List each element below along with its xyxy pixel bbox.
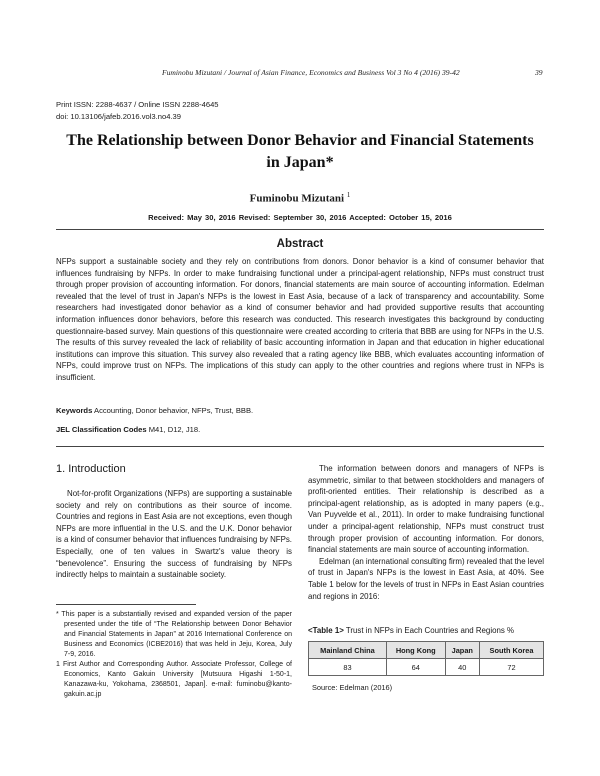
table-cell: 83 [309, 659, 387, 676]
keywords-label: Keywords [56, 406, 93, 415]
publication-dates: Received: May 30, 2016 Revised: September 30, 2016 Accepted: October 15, 2016 [148, 213, 452, 222]
jel-codes [56, 425, 200, 434]
footnotes [56, 610, 292, 700]
page-number: 39 [535, 68, 543, 77]
abstract-heading: Abstract [276, 238, 324, 250]
table-header-cell: Mainland China [309, 642, 387, 659]
right-paragraph-1: The information between donors and managers of NFPs is asymmetric, similar to that between stockholders and managers of profit-oriented entities. Their relationship is described as a principal-agent relationship, as is adopted in many papers (e.g., Van Puyvelde et al., 2011). In order to make fundraising functional under a principal-agent relationship, NFPs must construct trust through proper provision of accounting information. For donors, financial statements are main source of accounting information. [308, 464, 544, 555]
author-name: Fuminobu Mizutani [249, 192, 345, 205]
issn-line: Print ISSN: 2288-4637 / Online ISSN 2288-4645 [56, 100, 219, 109]
right-paragraph-2: Edelman (an international consulting firm) revealed that the level of trust in Japan's NFPs is the lowest in East Asia, at 40%. See Table 1 below for the levels of trust in NFPs in East Asian countries and regions in 2016: [308, 556, 545, 601]
table-header-cell: South Korea [480, 642, 544, 659]
abstract-bottom-rule [56, 446, 544, 447]
table-header-row [309, 642, 544, 659]
table-header-cell: Hong Kong [386, 642, 445, 659]
footnote-rule [56, 604, 196, 605]
table-1-title: Trust in NFPs in Each Countries and Regions % [345, 626, 515, 635]
jel-text: M41, D12, J18. [148, 425, 201, 434]
doi-line: doi: 10.13106/jafeb.2016.vol3.no4.39 [56, 111, 181, 121]
table-1-label: <Table 1> [308, 626, 344, 635]
table-header-cell: Japan [445, 642, 479, 659]
keywords [56, 406, 253, 415]
section-heading-introduction: 1. Introduction [56, 463, 126, 475]
author-affiliation-mark: 1 [346, 191, 351, 199]
footnote-star: * This paper is a substantially revised and expanded version of the paper presented under the title of “The Relationship between Donor Behavior and Financial Statements in Japan” at 2016 International Conference on Business and Economics (ICBE2016) that was held in Jeju, Korea, July 7-9, 2016. [56, 611, 292, 658]
issn-block [56, 99, 219, 122]
abstract-text: NFPs support a sustainable society and they rely on contributions from donors. Donor behavior is a kind of consumer behavior that influences fundraising by NFPs. In order to make fundraising functional under a principal-agent relationship, NFPs must construct trust through proper provision of accounting information. For donors, financial statements are main source of accounting information. Edelman revealed that the level of trust in Japan's NFPs is the lowest in East Asia, because of a lack of transparency and accountability. Some researchers had investigated donor behavior as a kind of consumer behavior and had provided supportive results that accounting information influences donor behaviors, before this research was conducted. This research investigates this background by conducting questionnaire-based survey. Main questions of this questionnaire were created according to criteria that BBB are using for NFPs in the U.S. The results of this survey revealed the lack of reliability of basic accounting information in Japan and that education in higher educational institutions can improve this situation. This survey also revealed that a rating agency like BBB, which evaluates accounting information of NFPs, could improve trust on NFPs. The implications of this study can apply to the other countries and regions where trust in NFPs is insufficient. [56, 257, 544, 382]
table-1 [308, 641, 544, 676]
left-column [56, 488, 292, 581]
table-1-source: Source: Edelman (2016) [312, 683, 393, 692]
running-head-text: Fuminobu Mizutani / Journal of Asian Finance, Economics and Business Vol 3 No 4 (2016) 39-42 [162, 68, 460, 77]
table-cell: 72 [480, 659, 544, 676]
title-line-1: The Relationship between Donor Behavior and Financial Statements [66, 132, 534, 149]
abstract-top-rule [56, 229, 544, 230]
right-column [308, 463, 544, 602]
jel-label: JEL Classification Codes [56, 425, 147, 434]
table-cell: 40 [445, 659, 479, 676]
intro-paragraph-1: Not-for-profit Organizations (NFPs) are supporting a sustainable society and rely on contributions as their source of income. Countries and regions in East Asia are not exceptions, even though NFPs are more influential in the U.S. and the U.K. Donor behavior is a kind of consumer behavior that influences fundraising by NFPs. Especially, one of ten values in Swartz's value theory is “benevolence”. Ensuring the success of fundraising by NFPs indirectly helps to maintain a sustainable society. [56, 489, 292, 580]
paper-title [40, 130, 560, 174]
table-1-caption [308, 626, 514, 635]
keywords-text: Accounting, Donor behavior, NFPs, Trust, BBB. [94, 406, 254, 415]
author-line [0, 191, 600, 205]
table-cell: 64 [386, 659, 445, 676]
footnote-1: 1 First Author and Corresponding Author. Associate Professor, College of Economics, Kanto Gakuin University [Mutsuura Higashi 1-50-1, Kanazawa-ku, Yokohama, 2368501, Japan]. e-mail: fuminobu@kanto-gakuin.ac.jp [56, 661, 292, 698]
table-row [309, 659, 544, 676]
title-line-2: in Japan* [266, 154, 334, 171]
